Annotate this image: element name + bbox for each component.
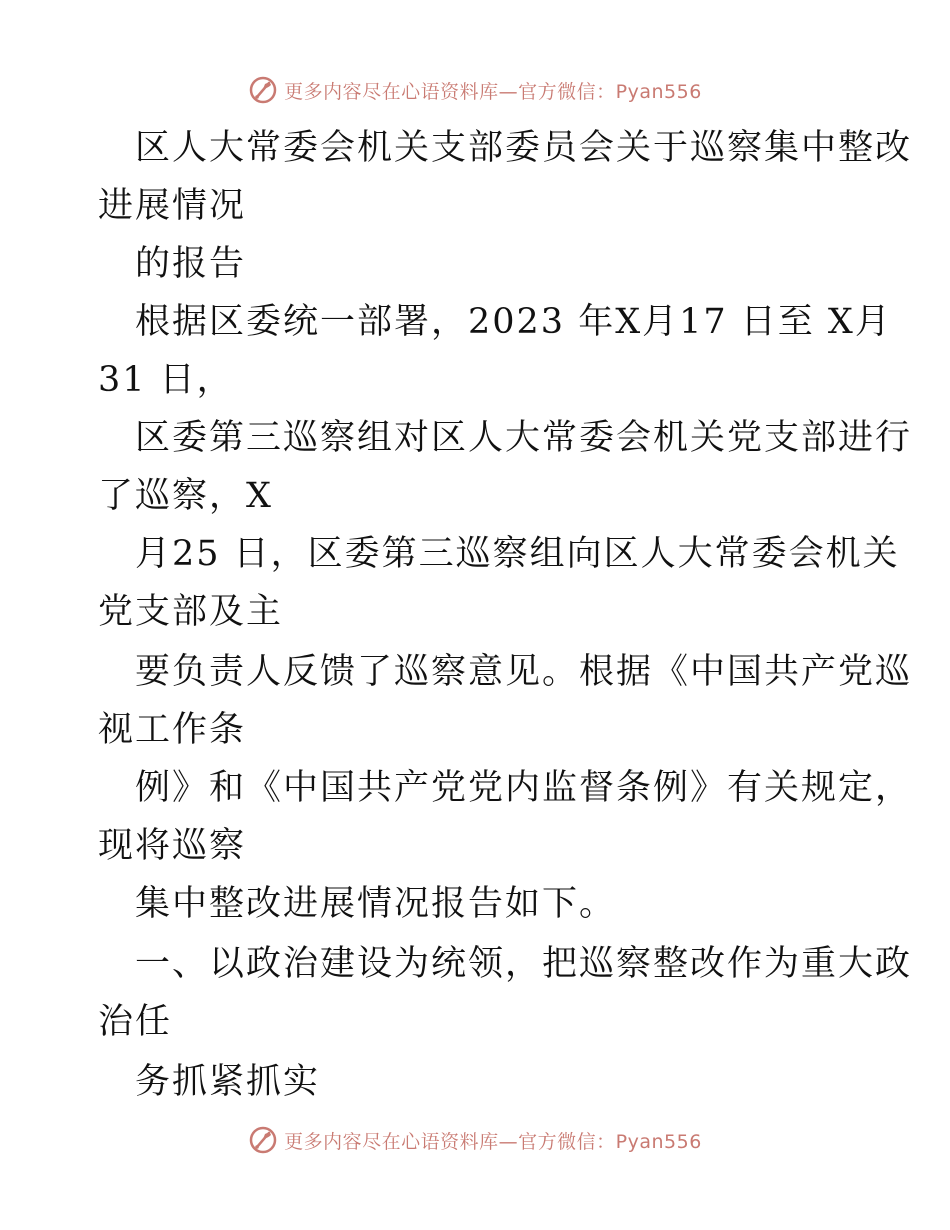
- watermark-text: 更多内容尽在心语资料库—官方微信：Pyan556: [284, 1130, 702, 1153]
- paragraph-line: 要负责人反馈了巡察意见。根据《中国共产党巡: [135, 652, 913, 692]
- title-line-2: 进展情况: [98, 186, 247, 226]
- paragraph-line: 31 日，: [98, 360, 234, 400]
- paragraph-line: 月25 日，区委第三巡察组向区人大常委会机关: [135, 534, 900, 574]
- paragraph-line: 集中整改进展情况报告如下。: [135, 884, 617, 924]
- paragraph-line: 根据区委统一部署，2023 年X月17 日至 X月: [135, 302, 892, 342]
- paragraph-line: 现将巡察: [98, 826, 247, 866]
- paragraph-line: 党支部及主: [98, 592, 284, 632]
- paragraph-line: 视工作条: [98, 710, 247, 750]
- section-heading-line: 一、以政治建设为统领，把巡察整改作为重大政: [135, 944, 913, 984]
- quill-pen-icon: [248, 1125, 278, 1155]
- title-line-1: 区人大常委会机关支部委员会关于巡察集中整改: [135, 128, 913, 168]
- section-heading-line: 务抓紧抓实: [135, 1062, 321, 1102]
- paragraph-line: 例》和《中国共产党党内监督条例》有关规定，: [135, 768, 913, 808]
- watermark-text: 更多内容尽在心语资料库—官方微信：Pyan556: [284, 80, 702, 103]
- section-heading-line: 治任: [98, 1002, 173, 1042]
- paragraph-line: 区委第三巡察组对区人大常委会机关党支部进行: [135, 418, 913, 458]
- watermark-footer: [0, 1122, 950, 1158]
- paragraph-line: 了巡察，X: [98, 476, 273, 516]
- title-line-3: 的报告: [135, 244, 247, 284]
